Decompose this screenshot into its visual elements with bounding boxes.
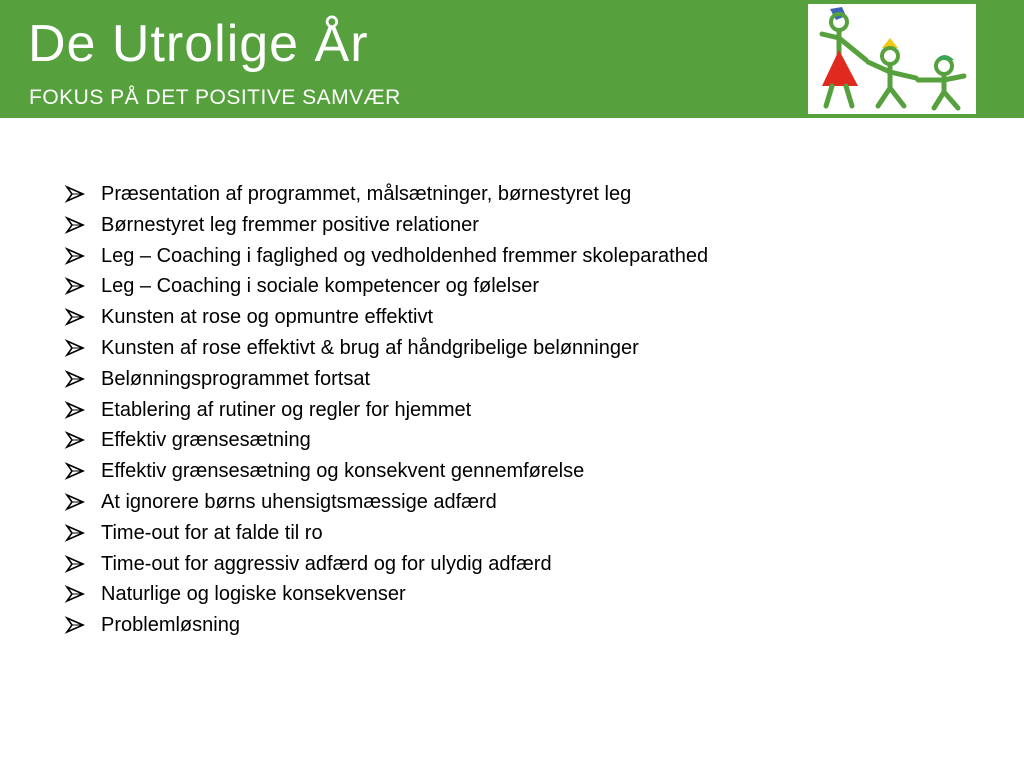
topic-text: At ignorere børns uhensigtsmæssige adfærd xyxy=(101,490,497,513)
arrow-bullet-icon xyxy=(64,247,86,265)
topic-text: Leg – Coaching i sociale kompetencer og følelser xyxy=(101,275,540,298)
topic-text: Effektiv grænsesætning xyxy=(101,429,311,452)
topic-item xyxy=(64,271,708,302)
arrow-bullet-icon xyxy=(64,277,86,295)
topic-item xyxy=(64,395,708,426)
topic-text: Kunsten af rose effektivt & brug af håndgribelige belønninger xyxy=(101,336,639,359)
topic-item xyxy=(64,456,708,487)
topic-item xyxy=(64,302,708,333)
topic-item xyxy=(64,425,708,456)
topic-text: Børnestyret leg fremmer positive relationer xyxy=(101,213,479,236)
topic-item xyxy=(64,518,708,549)
topic-item xyxy=(64,610,708,641)
topic-item xyxy=(64,333,708,364)
arrow-bullet-icon xyxy=(64,524,86,542)
topic-text: Time-out for at falde til ro xyxy=(101,521,323,544)
topic-item xyxy=(64,364,708,395)
topic-text: Kunsten at rose og opmuntre effektivt xyxy=(101,306,434,329)
topic-item xyxy=(64,579,708,610)
topic-item xyxy=(64,549,708,580)
topic-item xyxy=(64,179,708,210)
brand-tagline: FOKUS PÅ DET POSITIVE SAMVÆR xyxy=(29,86,401,109)
arrow-bullet-icon xyxy=(64,493,86,511)
arrow-bullet-icon xyxy=(64,339,86,357)
arrow-bullet-icon xyxy=(64,555,86,573)
topics-list xyxy=(64,179,708,641)
topic-item xyxy=(64,487,708,518)
arrow-bullet-icon xyxy=(64,185,86,203)
children-logo-icon xyxy=(808,4,976,114)
arrow-bullet-icon xyxy=(64,216,86,234)
topic-item xyxy=(64,210,708,241)
topic-text: Præsentation af programmet, målsætninger, børnestyret leg xyxy=(101,183,632,205)
arrow-bullet-icon xyxy=(64,370,86,388)
arrow-bullet-icon xyxy=(64,431,86,449)
arrow-bullet-icon xyxy=(64,462,86,480)
header-banner xyxy=(0,0,1024,118)
topic-text: Naturlige og logiske konsekvenser xyxy=(101,583,406,606)
topic-text: Etablering af rutiner og regler for hjemmet xyxy=(101,398,472,421)
arrow-bullet-icon xyxy=(64,401,86,419)
brand-title: De Utrolige År xyxy=(28,15,369,73)
topic-text: Problemløsning xyxy=(101,614,240,637)
topic-item xyxy=(64,241,708,272)
topic-text: Effektiv grænsesætning og konsekvent gennemførelse xyxy=(101,460,585,483)
arrow-bullet-icon xyxy=(64,308,86,326)
topic-text: Time-out for aggressiv adfærd og for ulydig adfærd xyxy=(101,552,552,575)
topic-text: Leg – Coaching i faglighed og vedholdenhed fremmer skoleparathed xyxy=(101,244,709,267)
arrow-bullet-icon xyxy=(64,616,86,634)
topic-text: Belønningsprogrammet fortsat xyxy=(101,367,371,390)
arrow-bullet-icon xyxy=(64,585,86,603)
